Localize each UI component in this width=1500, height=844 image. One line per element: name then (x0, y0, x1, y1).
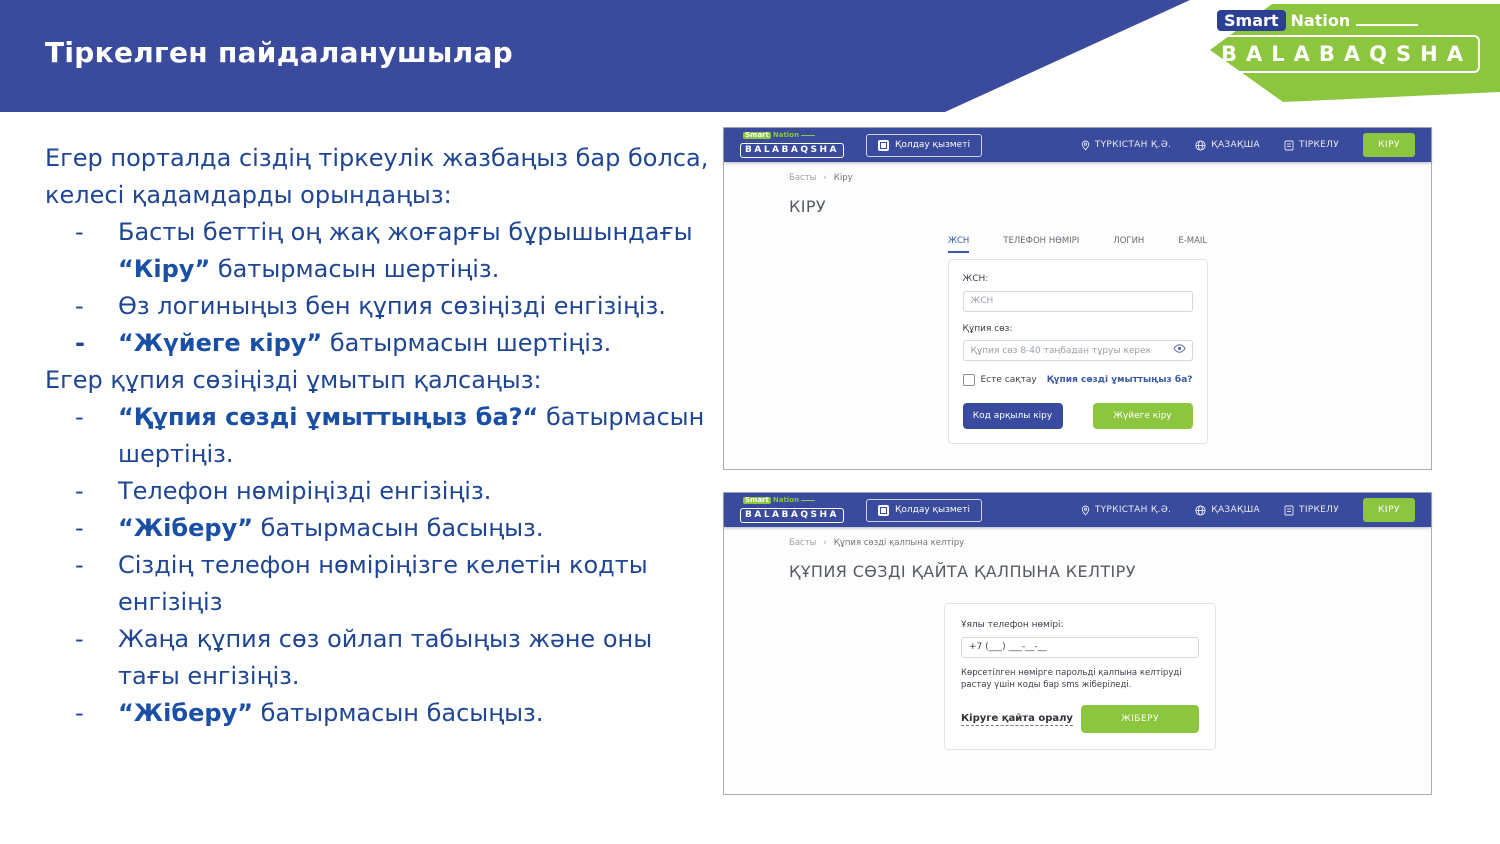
language-label: ҚАЗАҚША (1211, 140, 1261, 150)
page-title: ҚҰПИЯ СӨЗДІ ҚАЙТА ҚАЛПЫНА КЕЛТІРУ (789, 562, 1136, 581)
list-item: - “Жіберу” батырмасын басыңыз. (45, 695, 710, 732)
support-label: Қолдау қызметі (894, 505, 970, 515)
bullet: - (75, 514, 84, 542)
logo-underline (801, 500, 815, 501)
portal-logo-nation: Nation (772, 496, 799, 504)
bullet: - (75, 292, 84, 320)
breadcrumb-separator: › (823, 538, 827, 548)
register-link[interactable] (1284, 140, 1339, 151)
list-item: - “Жүйеге кіру” батырмасын шертіңіз. (45, 325, 710, 362)
breadcrumb (789, 173, 1431, 183)
portal-screenshot-login (723, 127, 1432, 470)
support-icon (878, 505, 889, 516)
bullet: - (75, 403, 84, 431)
list-item: - “Құпия сөзді ұмыттыңыз ба?“ батырмасын шертіңіз. (45, 399, 710, 473)
portal-logo[interactable] (740, 132, 844, 158)
support-button[interactable] (866, 499, 982, 522)
iin-label: ЖСН: (962, 274, 989, 284)
language-label: ҚАЗАҚША (1211, 505, 1261, 515)
breadcrumb-separator: › (823, 173, 827, 183)
instructions-text (45, 140, 710, 732)
portal-logo-name: BALABAQSHA (740, 143, 844, 158)
breadcrumb-home[interactable]: Басты (789, 538, 817, 548)
bullet: - (75, 477, 84, 505)
login-nav-button[interactable]: КІРУ (1363, 498, 1415, 522)
breadcrumb-current: Құпия сөзді қалпына келтіру (833, 538, 965, 548)
tab-phone[interactable]: ТЕЛЕФОН НӨМІРІ (1003, 236, 1080, 246)
portal-logo-name: BALABAQSHA (740, 508, 844, 523)
password-visibility-icon[interactable] (1173, 342, 1186, 355)
submit-login-button[interactable]: Жүйеге кіру (1093, 403, 1193, 429)
send-button[interactable]: ЖІБЕРУ (1081, 705, 1199, 733)
language-selector[interactable] (1195, 505, 1260, 516)
bullet: - (75, 551, 84, 579)
instructions-list-1 (45, 214, 710, 362)
location-label: ТҮРКІСТАН Қ.Ә. (1094, 505, 1172, 515)
iin-input[interactable] (963, 291, 1193, 312)
phone-label: Ұялы телефон нөмірі: (961, 620, 1064, 630)
register-icon (1284, 505, 1294, 516)
location-selector[interactable] (1081, 140, 1171, 151)
page-title: КІРУ (789, 197, 827, 216)
slide-title: Тіркелген пайдаланушылар (45, 36, 514, 69)
tab-email[interactable]: E-MAIL (1178, 236, 1208, 246)
tab-iin[interactable]: ЖСН (948, 236, 969, 253)
register-link[interactable] (1284, 505, 1339, 516)
remember-label: Есте сақтау (980, 375, 1037, 385)
brand-logo (1205, 10, 1490, 73)
support-label: Қолдау қызметі (894, 140, 970, 150)
logo-underline (1356, 24, 1418, 26)
globe-icon (1195, 505, 1206, 516)
forgot-password-link[interactable]: Құпия сөзді ұмыттыңыз ба? (1046, 375, 1193, 385)
location-pin-icon (1081, 505, 1090, 516)
portal-navbar (724, 493, 1431, 527)
remember-checkbox[interactable] (963, 374, 1037, 386)
instructions-intro-1: Егер порталда сіздің тіркеулік жазбаңыз бар болса, келесі қадамдарды орындаңыз: (45, 144, 709, 209)
bullet: - (75, 625, 84, 653)
portal-logo-nation: Nation (772, 131, 799, 139)
login-tabs (724, 236, 1431, 253)
list-item: - Жаңа құпия сөз ойлап табыңыз және оны тағы енгізіңіз. (45, 621, 710, 695)
portal-logo-smart: Smart (745, 496, 769, 504)
instructions-intro-2: Егер құпия сөзіңізді ұмытып қалсаңыз: (45, 366, 542, 394)
back-to-login-link[interactable]: Кіруге қайта оралу (961, 712, 1073, 724)
list-item: - Басты беттің оң жақ жоғарғы бұрышындағы “Кіру” батырмасын шертіңіз. (45, 214, 710, 288)
language-selector[interactable] (1195, 140, 1260, 151)
login-nav-button[interactable]: КІРУ (1363, 133, 1415, 157)
brand-name-label: BALABAQSHA (1205, 35, 1480, 73)
logo-underline (801, 135, 815, 136)
globe-icon (1195, 140, 1206, 151)
register-label: ТІРКЕЛУ (1299, 140, 1340, 150)
brand-nation-label: Nation (1290, 11, 1351, 30)
portal-logo[interactable] (740, 497, 844, 523)
support-button[interactable] (866, 134, 982, 157)
phone-input[interactable] (961, 637, 1199, 658)
checkbox-icon (963, 374, 975, 386)
location-selector[interactable] (1081, 505, 1171, 516)
list-item: - Сіздің телефон нөміріңізге келетін кодты енгізіңіз (45, 547, 710, 621)
register-label: ТІРКЕЛУ (1299, 505, 1340, 515)
bullet: - (75, 218, 84, 246)
brand-smart-label: Smart (1217, 10, 1286, 31)
location-label: ТҮРКІСТАН Қ.Ә. (1094, 140, 1172, 150)
bullet: - (75, 699, 84, 727)
location-pin-icon (1081, 140, 1090, 151)
recovery-form-card (944, 603, 1216, 750)
breadcrumb (789, 538, 1431, 548)
register-icon (1284, 140, 1294, 151)
instructions-list-2 (45, 399, 710, 732)
list-item: - Өз логиныңыз бен құпия сөзіңізді енгізіңіз. (45, 288, 710, 325)
support-icon (878, 140, 889, 151)
bullet: - (75, 329, 85, 357)
password-input[interactable] (963, 340, 1193, 361)
code-login-button[interactable]: Код арқылы кіру (963, 403, 1063, 429)
breadcrumb-current: Кіру (833, 173, 853, 183)
portal-navbar (724, 128, 1431, 162)
login-form-card (948, 259, 1208, 444)
sms-hint-text: Көрсетілген нөмірге парольді қалпына келтіруді растау үшін коды бар sms жіберіледі. (961, 667, 1182, 691)
breadcrumb-home[interactable]: Басты (789, 173, 817, 183)
password-label: Құпия сөз: (962, 323, 1013, 334)
tab-login[interactable]: ЛОГИН (1113, 236, 1145, 246)
list-item: - Телефон нөміріңізді енгізіңіз. (45, 473, 710, 510)
portal-screenshot-recovery (723, 492, 1432, 795)
portal-logo-smart: Smart (745, 131, 769, 139)
list-item: - “Жіберу” батырмасын басыңыз. (45, 510, 710, 547)
